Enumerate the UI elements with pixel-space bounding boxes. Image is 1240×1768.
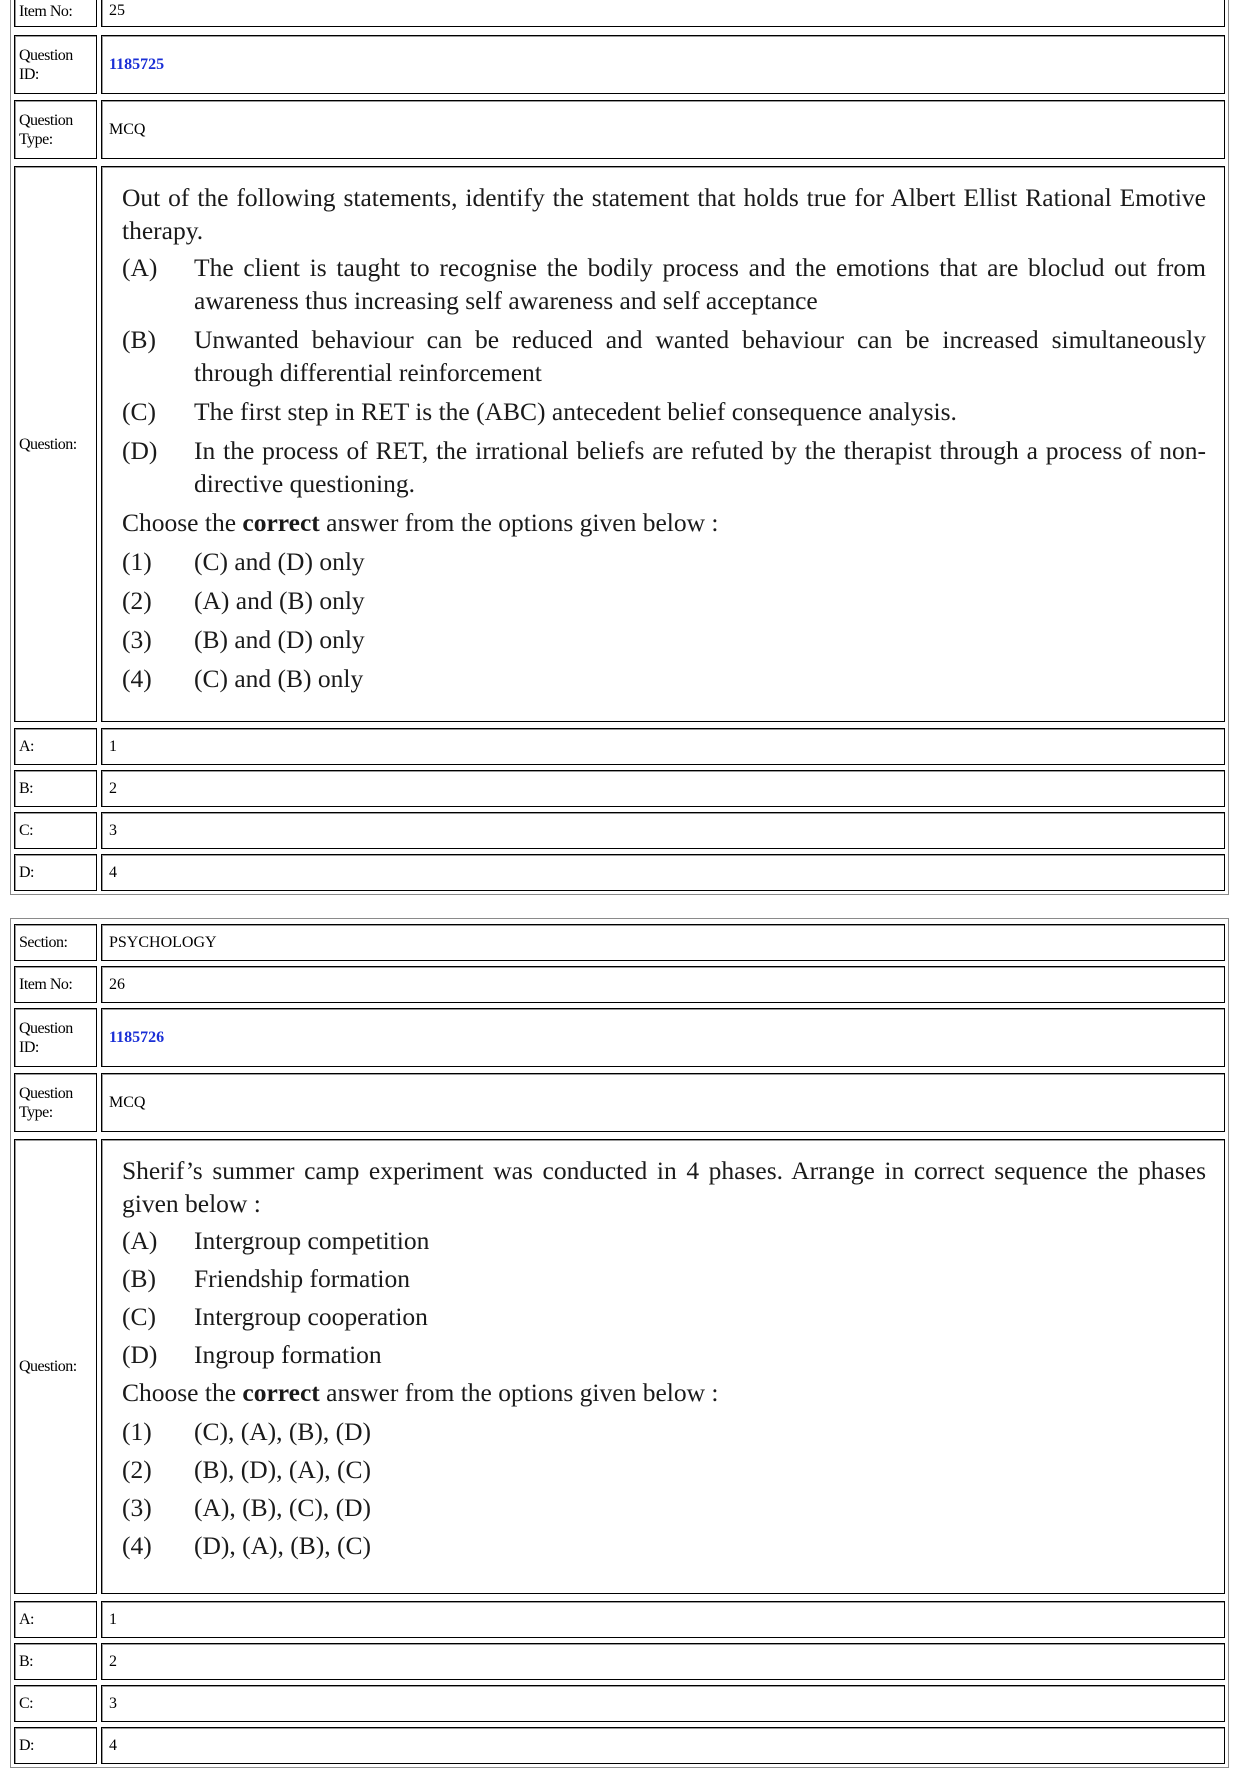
answer-instruction [122, 506, 1206, 539]
question-label: Question: [14, 166, 97, 722]
answer-a-row [14, 728, 1225, 765]
answer-d-label: D: [14, 854, 97, 891]
statement-number: (A) [122, 1226, 158, 1255]
instruction-emphasis: correct [242, 508, 320, 537]
answer-c-row [14, 1685, 1225, 1722]
statement-number: (D) [122, 436, 158, 465]
question-type-row [14, 100, 1225, 159]
statement-number: (A) [122, 253, 158, 282]
statement-b [122, 323, 1206, 389]
question-body [101, 1139, 1225, 1594]
question-id-label: Question ID: [14, 35, 97, 94]
answer-c-label: C: [14, 1685, 97, 1722]
instruction-emphasis: correct [242, 1378, 320, 1407]
statement-text: Intergroup cooperation [194, 1302, 428, 1331]
question-id-link: 1185725 [109, 55, 165, 73]
option-4 [122, 1529, 1206, 1562]
statement-number: (C) [122, 1302, 156, 1331]
answer-c-label: C: [14, 812, 97, 849]
question-id-value [101, 1008, 1225, 1067]
question-type-label: Question Type: [14, 1073, 97, 1132]
item-no-value: 25 [101, 0, 1225, 27]
phase-d [122, 1338, 1206, 1371]
option-3 [122, 623, 1206, 656]
answer-a-label: A: [14, 728, 97, 765]
answer-instruction [122, 1376, 1206, 1409]
question-type-value: MCQ [101, 100, 1225, 159]
option-number: (3) [122, 625, 152, 654]
answer-d-label: D: [14, 1727, 97, 1764]
option-number: (1) [122, 1417, 152, 1446]
question-label: Question: [14, 1139, 97, 1594]
statement-number: (B) [122, 1264, 156, 1293]
item-no-row [14, 0, 1225, 27]
statement-text: Ingroup formation [194, 1340, 382, 1369]
item-no-value: 26 [101, 966, 1225, 1003]
answer-c-value: 3 [101, 1685, 1225, 1722]
section-value: PSYCHOLOGY [101, 924, 1225, 961]
question-stem: Out of the following statements, identify the statement that holds true for Albert Ellist Rational Emotive therapy. [122, 183, 1206, 245]
item-no-row [14, 966, 1225, 1003]
question-block-25 [10, 0, 1229, 895]
question-id-row [14, 35, 1225, 94]
option-number: (3) [122, 1493, 152, 1522]
option-number: (2) [122, 586, 152, 615]
item-no-label: Item No: [14, 966, 97, 1003]
statement-d [122, 434, 1206, 500]
option-1 [122, 1415, 1206, 1448]
answer-d-value: 4 [101, 854, 1225, 891]
question-block-26 [10, 918, 1229, 1768]
statement-c [122, 395, 1206, 428]
question-type-row [14, 1073, 1225, 1132]
instruction-text: answer from the options given below : [319, 508, 719, 537]
phase-b [122, 1262, 1206, 1295]
option-2 [122, 1453, 1206, 1486]
answer-a-value: 1 [101, 1601, 1225, 1638]
answer-a-row [14, 1601, 1225, 1638]
question-id-value [101, 35, 1225, 94]
statement-text: In the process of RET, the irrational beliefs are refuted by the therapist through a process of non-directive questioning. [194, 436, 1206, 498]
statement-number: (B) [122, 325, 156, 354]
section-label: Section: [14, 924, 97, 961]
question-body [101, 166, 1225, 722]
option-text: (C) and (D) only [194, 547, 365, 576]
section-row [14, 924, 1225, 961]
question-id-row [14, 1008, 1225, 1067]
option-1 [122, 545, 1206, 578]
answer-b-value: 2 [101, 770, 1225, 807]
option-number: (2) [122, 1455, 152, 1484]
question-type-label: Question Type: [14, 100, 97, 159]
option-4 [122, 662, 1206, 695]
instruction-text: Choose the [122, 1378, 243, 1407]
answer-c-value: 3 [101, 812, 1225, 849]
option-number: (1) [122, 547, 152, 576]
answer-b-label: B: [14, 770, 97, 807]
answer-b-label: B: [14, 1643, 97, 1680]
instruction-text: answer from the options given below : [319, 1378, 719, 1407]
option-2 [122, 584, 1206, 617]
answer-d-row [14, 1727, 1225, 1764]
statement-text: Friendship formation [194, 1264, 411, 1293]
question-id-link: 1185726 [109, 1028, 165, 1046]
item-no-label: Item No: [14, 0, 97, 27]
statement-number: (D) [122, 1340, 158, 1369]
option-number: (4) [122, 664, 152, 693]
phase-c [122, 1300, 1206, 1333]
option-text: (C) and (B) only [194, 664, 364, 693]
question-row [14, 1139, 1225, 1594]
option-number: (4) [122, 1531, 152, 1560]
question-id-label: Question ID: [14, 1008, 97, 1067]
answer-a-label: A: [14, 1601, 97, 1638]
question-row [14, 166, 1225, 722]
statement-number: (C) [122, 397, 156, 426]
question-stem: Sherif’s summer camp experiment was conducted in 4 phases. Arrange in correct sequence the phases given below : [122, 1156, 1206, 1218]
option-text: (D), (A), (B), (C) [194, 1531, 372, 1560]
statement-text: The first step in RET is the (ABC) antecedent belief consequence analysis. [194, 397, 957, 426]
statement-text: The client is taught to recognise the bodily process and the emotions that are bloclud out from awareness thus increasing self awareness and self acceptance [194, 253, 1206, 315]
phase-a [122, 1224, 1206, 1257]
instruction-text: Choose the [122, 508, 243, 537]
answer-b-row [14, 1643, 1225, 1680]
statement-text: Unwanted behaviour can be reduced and wanted behaviour can be increased simultaneously through differential reinforcement [194, 325, 1206, 387]
answer-d-row [14, 854, 1225, 891]
option-text: (B), (D), (A), (C) [194, 1455, 372, 1484]
answer-b-row [14, 770, 1225, 807]
answer-a-value: 1 [101, 728, 1225, 765]
option-text: (C), (A), (B), (D) [194, 1417, 372, 1446]
option-text: (B) and (D) only [194, 625, 365, 654]
answer-c-row [14, 812, 1225, 849]
option-3 [122, 1491, 1206, 1524]
option-text: (A) and (B) only [194, 586, 365, 615]
statement-text: Intergroup competition [194, 1226, 430, 1255]
option-text: (A), (B), (C), (D) [194, 1493, 372, 1522]
question-type-value: MCQ [101, 1073, 1225, 1132]
answer-b-value: 2 [101, 1643, 1225, 1680]
answer-d-value: 4 [101, 1727, 1225, 1764]
statement-a [122, 251, 1206, 317]
